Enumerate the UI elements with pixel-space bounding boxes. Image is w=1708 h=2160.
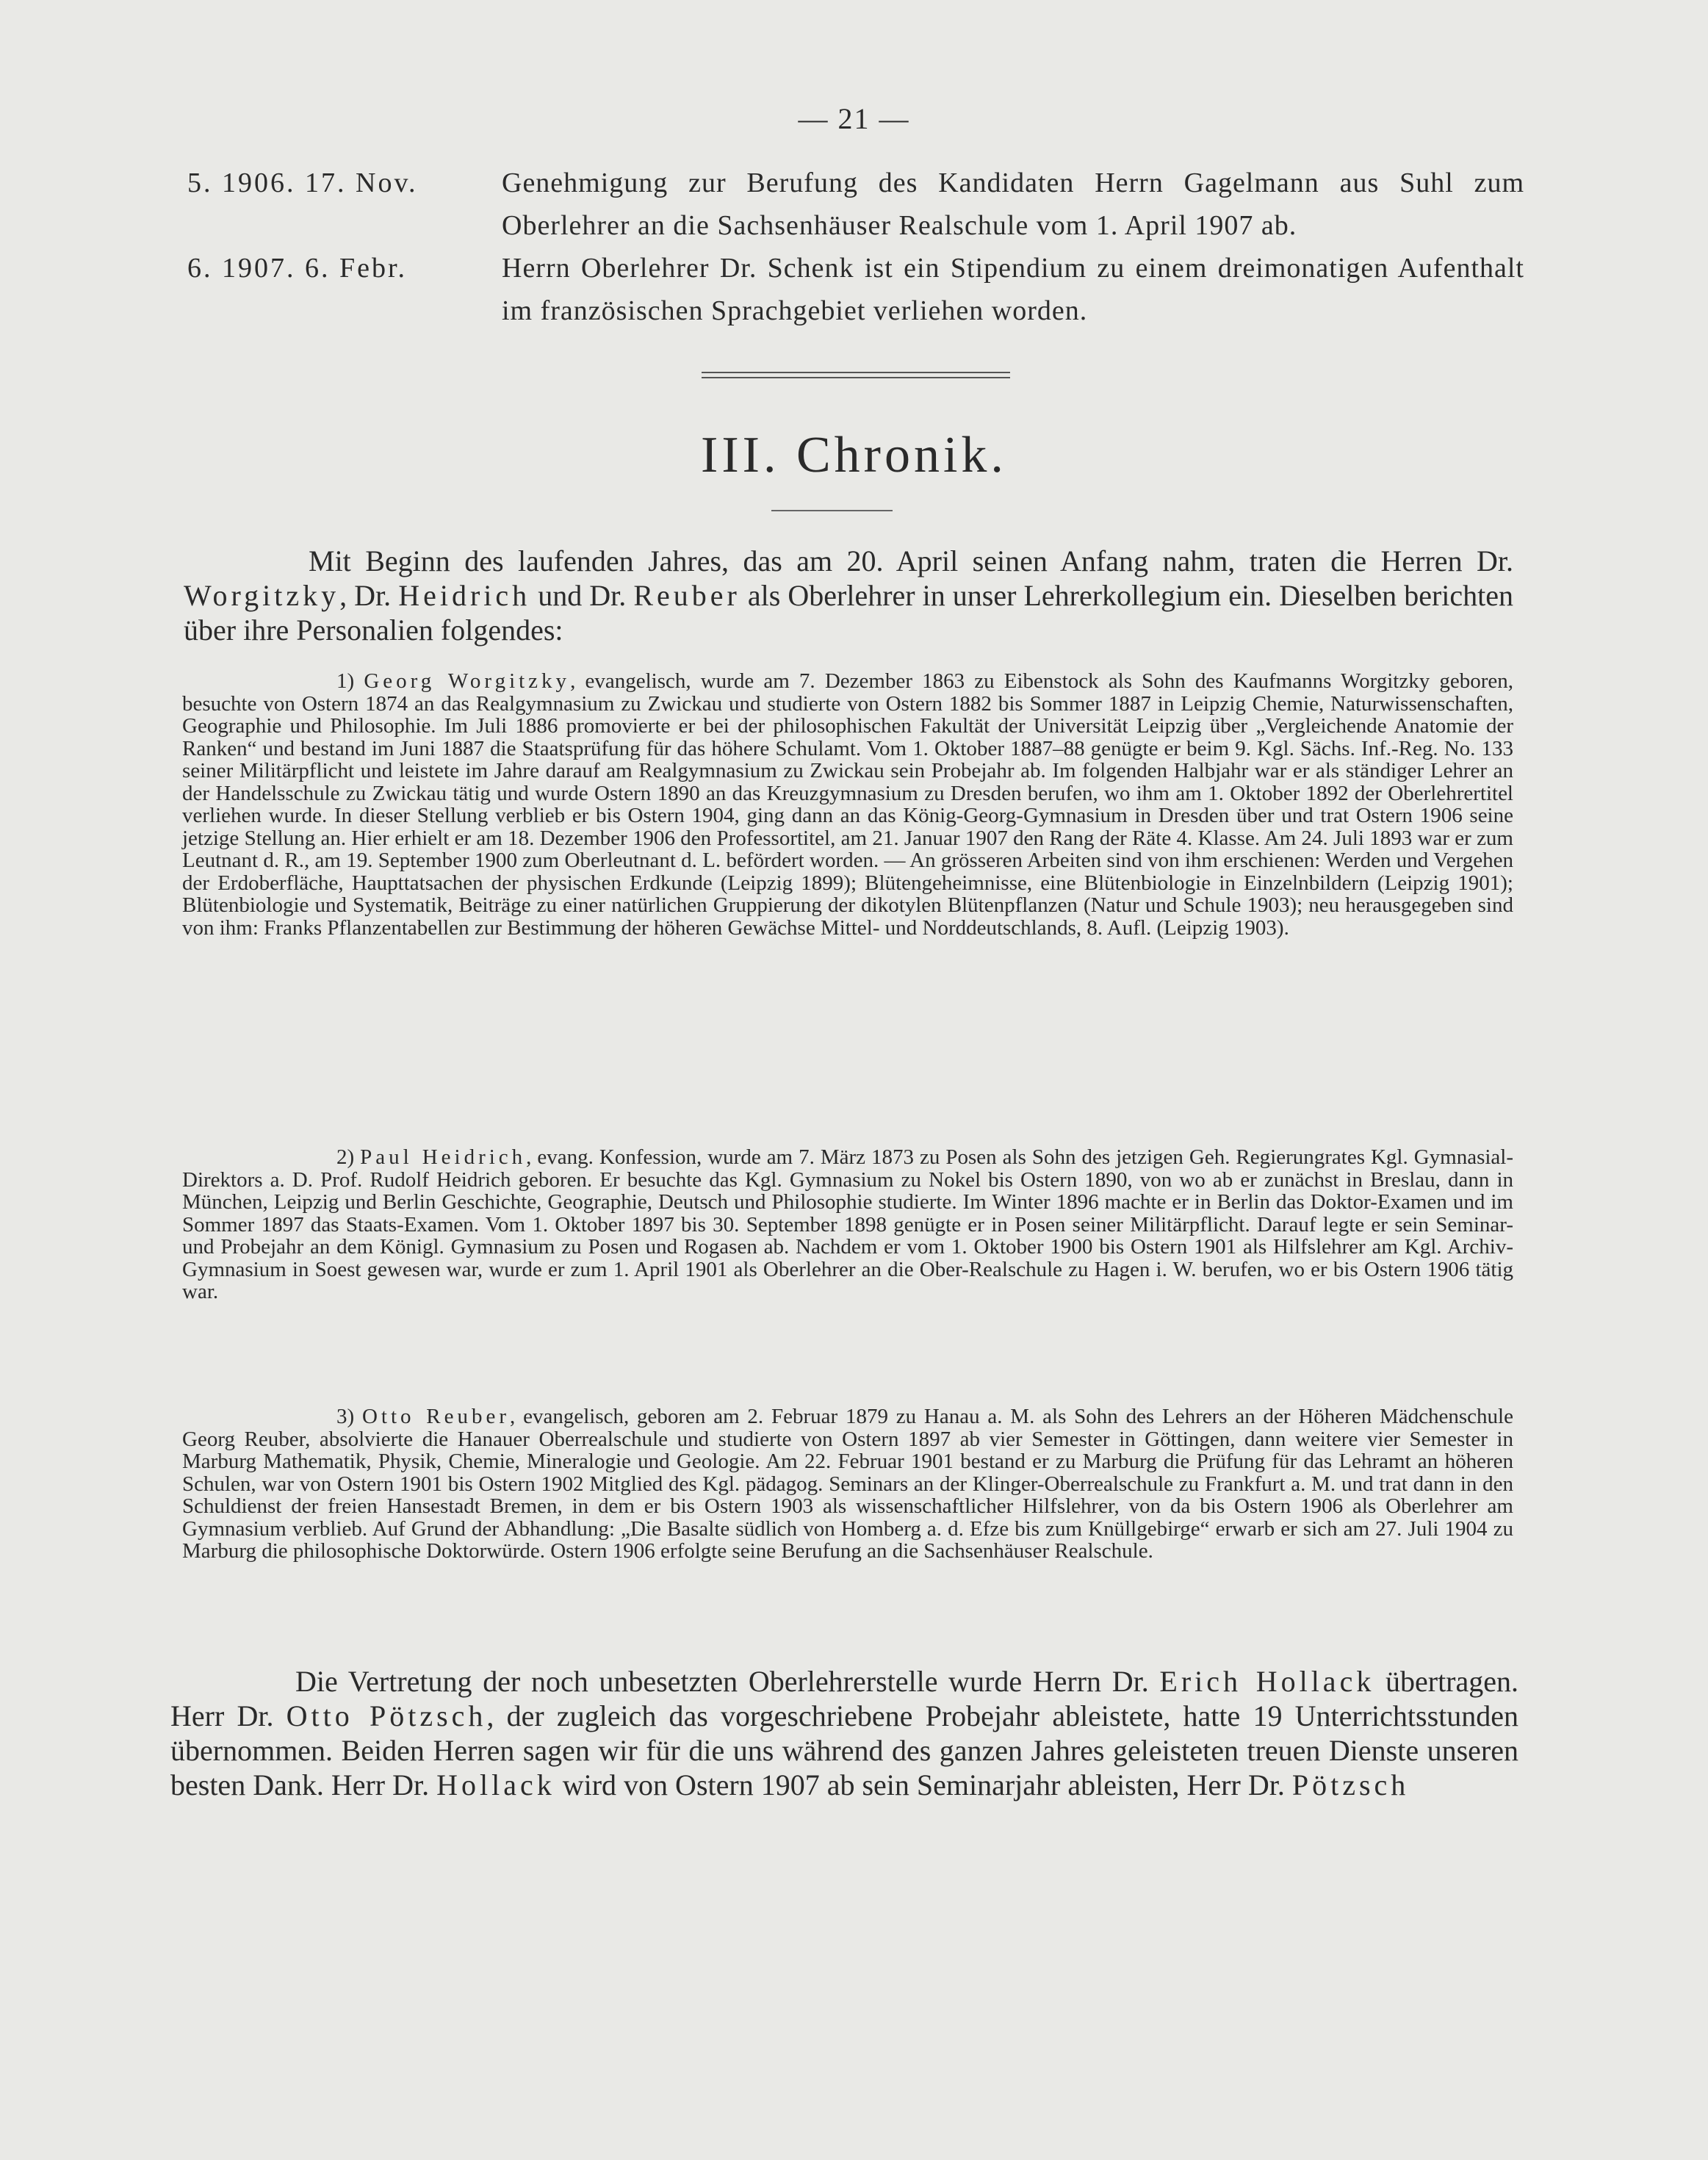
person-name: Worgitzky bbox=[184, 579, 340, 612]
biography-reuber bbox=[182, 1405, 1513, 1563]
bio-text: , evangelisch, wurde am 7. Dezember 1863 zu Eibenstock als Sohn des Kaufmanns Worgitzky geboren, besuchte von Ostern 1874 an das Realgymnasium zu Zwickau und studierte von Ostern 1882 bis Sommer 1887 in Leipzig Chemie, Naturwissenschaften, Geographie und Philosophie. Im Juli 1886 promovierte er bei der philosophischen Fakultät der Universität Leipzig über „Vergleichende Anatomie der Ranken“ und bestand im Juni 1887 die Staatsprüfung für das höhere Schulamt. Vom 1. Oktober 1887–88 genügte er beim 9. Kgl. Sächs. Inf.-Reg. No. 133 seiner Militärpflicht und leistete im Jahre darauf am Realgymnasium zu Zwickau sein Probejahr ab. Im folgenden Halbjahr war er als ständiger Lehrer an der Handelsschule zu Zwickau tätig und wurde Ostern 1890 an das Kreuzgymnasium zu Dresden berufen, wo ihm am 1. Oktober 1892 der Oberlehrertitel verliehen wurde. In dieser Stellung verblieb er bis Ostern 1904, ging dann an das König-Georg-Gymnasium in Dresden über und trat Ostern 1906 seine jetzige Stellung an. Hier erhielt er am 18. Dezember 1906 den Professortitel, am 21. Januar 1907 den Rang der Räte 4. Klasse. Am 24. Juli 1893 war er zum Leutnant d. R., am 19. September 1900 zum Oberleutnant d. L. befördert worden. — An grösseren Arbeiten sind von ihm erschienen: Werden und Vergehen der Erdoberfläche, Haupttatsachen der physischen Erdkunde (Leipzig 1899); Blütengeheimnisse, eine Blütenbiologie in Einzelnbildern (Leipzig 1901); Blütenbiologie und Systematik, Beiträge zu einer natürlichen Gruppierung der dikotylen Blütenpflanzen (Natur und Schule 1903); neu herausgegeben sind von ihm: Franks Pflanzentabellen zur Bestimmung der höheren Gewächse Mittel- und Norddeutschlands, 8. Aufl. (Leipzig 1903). bbox=[182, 669, 1514, 940]
section-heading: III. Chronik. bbox=[701, 427, 1007, 483]
person-name: Otto Pötzsch bbox=[286, 1699, 487, 1732]
bio-number: 1) bbox=[336, 669, 364, 693]
person-name: Reuber bbox=[633, 579, 741, 612]
closing-text: Die Vertretung der noch unbesetzten Oberlehrerstelle wurde Herrn Dr. bbox=[295, 1665, 1160, 1698]
person-name: Pötzsch bbox=[1291, 1768, 1410, 1801]
person-name: Heidrich bbox=[398, 579, 531, 612]
decree-date: 6. 1907. 6. Febr. bbox=[187, 253, 408, 284]
biography-heidrich bbox=[182, 1146, 1513, 1303]
heading-underline bbox=[771, 510, 893, 511]
biography-worgitzky bbox=[182, 670, 1513, 939]
decree-date: 5. 1906. 17. Nov. bbox=[187, 168, 418, 198]
closing-text: wird von Ostern 1907 ab sein Seminarjahr ableisten, Herr Dr. bbox=[555, 1768, 1292, 1801]
closing-paragraph bbox=[170, 1664, 1518, 1802]
decree-text: Genehmigung zur Berufung des Kandidaten Herrn Gagelmann aus Suhl zum Oberlehrer an die Sachsenhäuser Realschule vom 1. April 1907 ab. bbox=[502, 168, 1524, 241]
person-name: Erich Hollack bbox=[1159, 1665, 1375, 1698]
decree-list bbox=[187, 162, 1524, 332]
section-divider bbox=[702, 372, 1010, 378]
intro-text: Mit Beginn des laufenden Jahres, das am 20. April seinen Anfang nahm, traten die Herren Dr. bbox=[309, 544, 1513, 577]
decree-text: Herrn Oberlehrer Dr. Schenk ist ein Stipendium zu einem dreimonatigen Aufenthalt im französischen Sprachgebiet verliehen worden. bbox=[502, 253, 1524, 326]
bio-text: , evang. Konfession, wurde am 7. März 1873 zu Posen als Sohn des jetzigen Geh. Regierungrates Kgl. Gymnasial-Direktors a. D. Prof. Rudolf Heidrich geboren. Er besuchte das Kgl. Gymnasium zu Nokel bis Ostern 1890, von wo ab er zunächst in Breslau, dann in München, Leipzig und Berlin Geschichte, Geographie, Deutsch und Philosophie studierte. Im Winter 1896 machte er in Berlin das Doktor-Examen und im Sommer 1897 das Staats-Examen. Vom 1. Oktober 1897 bis 30. September 1898 genügte er in Posen seiner Militärpflicht. Darauf legte er sein Seminar- und Probejahr an dem Königl. Gymnasium zu Posen und Rogasen ab. Nachdem er vom 1. Oktober 1900 bis Ostern 1901 als Hilfslehrer am Kgl. Archiv-Gymnasium in Soest gewesen war, wurde er zum 1. April 1901 als Oberlehrer an die Ober-Realschule zu Hagen i. W. berufen, wo er bis Ostern 1906 tätig war. bbox=[182, 1145, 1514, 1303]
person-name: Paul Heidrich bbox=[360, 1145, 527, 1169]
bio-number: 3) bbox=[336, 1405, 362, 1428]
person-name: Otto Reuber bbox=[361, 1405, 511, 1428]
bio-number: 2) bbox=[336, 1145, 361, 1169]
decree-entry bbox=[187, 247, 1524, 332]
page-number: — 21 — bbox=[798, 102, 910, 135]
intro-paragraph bbox=[184, 544, 1513, 647]
decree-entry bbox=[187, 162, 1524, 247]
intro-text: , Dr. bbox=[339, 579, 399, 612]
intro-text: und Dr. bbox=[530, 579, 634, 612]
person-name: Hollack bbox=[436, 1768, 555, 1801]
intro-text: als Oberlehrer in unser Lehrerkollegium ein. Dieselben berichten über ihre Personalien folgendes: bbox=[184, 579, 1514, 647]
bio-text: , evangelisch, geboren am 2. Februar 1879 zu Hanau a. M. als Sohn des Lehrers an der Höheren Mädchenschule Georg Reuber, absolvierte die Hanauer Oberrealschule und studierte von Ostern 1897 ab vier Semester in Göttingen, dann weitere vier Semester in Marburg Mathematik, Physik, Chemie, Mineralogie und Geologie. Am 22. Februar 1901 bestand er zu Marburg die Prüfung für das Lehramt an höheren Schulen, war von Ostern 1901 bis Ostern 1902 Mitglied des Kgl. pädagog. Seminars an der Klinger-Oberrealschule zu Frankfurt a. M. und trat dann in den Schuldienst der freien Hansestadt Bremen, in dem er bis Ostern 1903 als wissenschaftlicher Hilfslehrer, von da bis Ostern 1906 als Oberlehrer am Gymnasium verblieb. Auf Grund der Abhandlung: „Die Basalte südlich von Homberg a. d. Efze bis zum Knüllgebirge“ erwarb er sich am 27. Juli 1904 zu Marburg die philosophische Doktorwürde. Ostern 1906 erfolgte seine Berufung an die Sachsenhäuser Realschule. bbox=[182, 1405, 1513, 1563]
person-name: Georg Worgitzky bbox=[364, 669, 571, 693]
closing-text: , der zugleich das vorgeschriebene Probejahr ableistete, hatte 19 Unterrichtsstunden übernommen. Beiden Herren sagen wir für die uns während des ganzen Jahres geleisteten treuen Dienste unseren besten Dank. Herr Dr. bbox=[170, 1699, 1519, 1801]
closing-text: übertragen. Herr Dr. bbox=[170, 1665, 1519, 1732]
